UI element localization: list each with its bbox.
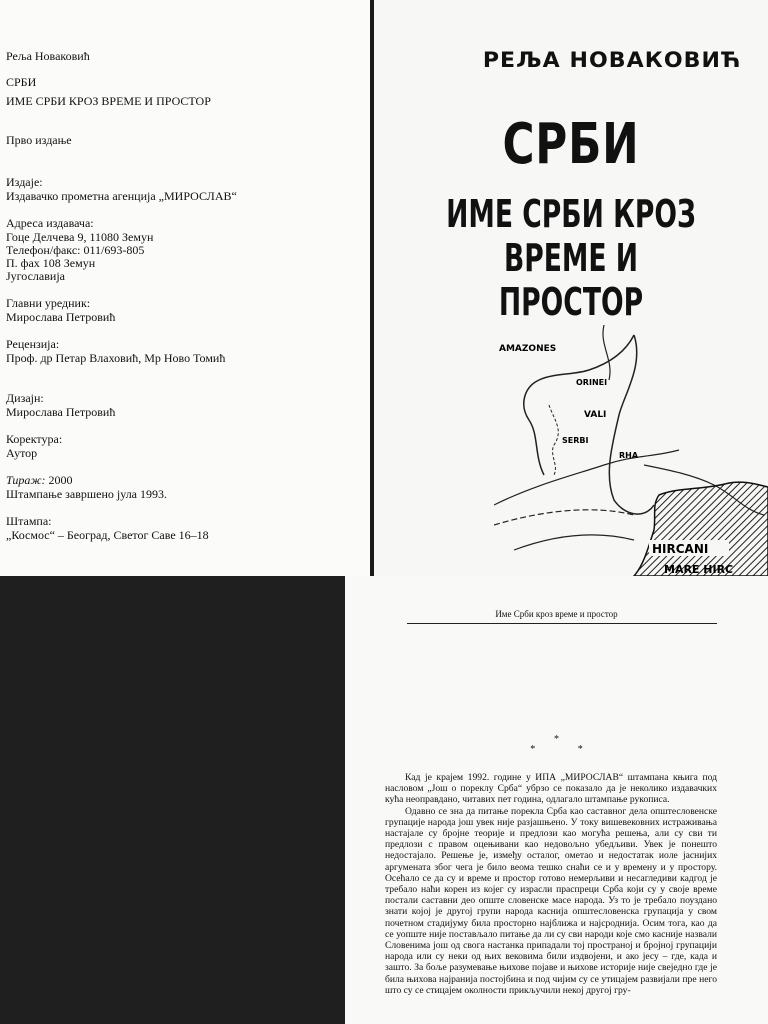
section-stars: * * (530, 744, 583, 755)
map-label-orinei: ORINEI (576, 378, 608, 387)
title-page (374, 0, 768, 576)
map-label-hircani: HIRCANI (652, 542, 709, 556)
proof: Аутор (6, 446, 38, 460)
title-page-title: СРБИ (502, 112, 640, 177)
imprint-title-line2: ИМЕ СРБИ КРОЗ ВРЕМЕ И ПРОСТОР (6, 94, 211, 108)
publisher-label: Издаје: (6, 175, 43, 189)
editor: Мирослава Петровић (6, 310, 116, 324)
publisher: Издавачко прометна агенција „МИРОСЛАВ“ (6, 189, 237, 203)
imprint-page (0, 0, 370, 576)
address-label: Адреса издавача: (6, 216, 94, 230)
map-label-mare: MARE HIRC (664, 563, 734, 576)
review: Проф. др Петар Влаховић, Мр Ново Томић (6, 351, 226, 365)
address-line: П. фах 108 Земун (6, 256, 96, 270)
review-label: Рецензија: (6, 337, 60, 351)
map-river (524, 335, 634, 475)
map-river (514, 535, 634, 550)
proof-label: Коректура: (6, 432, 63, 446)
paragraph: Кад је крајем 1992. године у ИПА „МИРОСЛАВ“ штампана књига под насловом „Још о пореклу Срба“ убрзо се показало да је неколико издавачких кућа неоправдано, читавих пет година, одлагало штампање рукописа. (385, 772, 717, 806)
paragraph: Одавно се зна да питање порекла Срба као саставног дела општесловенске групације народа још увек није разјашњено. У току вишевековних истраживања настајале су бројне теорије и предлози као могућа решења, али су сви ти предлози с правом оцењивани као недовољно убедљиви. Увек је понешто недостајало. Решење је, између осталог, ометао и недостатак иоле јаснијих аргумената због чега је било веома тешко снаћи се и у времену и у простору. Осећало се да су и време и простор готово немерљиви и несагледиви кадгод је требало наћи корен из којег су израсли праспреци Срба који су у своје време постали саставни део опште словенске масе народа. Уз то је требало поуздано знати којој је другој групи народа каснија општесловенска групација у свом почетном стадијуму била просторно најближа и најсроднија. Осим тога, као да се уопште није постављало питање да ли су сви народи које смо касније назвали Словенима још од свога настанка припадали тој пространој и бројној групацији народа или су неки од њих вековима били издвојени, и ако јесу – где, када и зашто. За боље разумевање њихове појаве и њихове историје није свеједно где је била њихова најранија постојбина и под чијим су се утицајем развијали пре него што су се стицајем околности прикључили некој другој гру- (385, 805, 717, 996)
map-border (494, 510, 634, 525)
imprint-author: Рељa Новаковић (6, 49, 90, 63)
title-page-subtitle-line1: ИМЕ СРБИ КРОЗ (446, 192, 696, 236)
printer: „Космос“ – Београд, Светог Саве 16–18 (6, 528, 209, 542)
address-line: Телефон/факс: 011/693-805 (6, 243, 145, 257)
text-page (345, 576, 768, 1024)
map-sea (634, 482, 768, 576)
map-label-vali: VALI (584, 410, 607, 420)
map-border (549, 405, 558, 475)
running-head: Име Срби кроз време и простор (495, 609, 618, 619)
address-line: Југославија (6, 269, 65, 283)
map-label-rha: RHA (619, 451, 639, 460)
section-stars: * (554, 734, 559, 745)
scan-background (0, 576, 345, 1024)
imprint-title-line1: СРБИ (6, 75, 37, 89)
print-run-line (6, 474, 73, 487)
title-page-author: РЕЉА НОВАКОВИЋ (482, 48, 742, 72)
print-run-label: Тираж: (6, 473, 46, 487)
historical-map (494, 325, 768, 576)
address-line: Гоце Делчева 9, 11080 Земун (6, 230, 154, 244)
map-river (609, 335, 654, 514)
print-run: 2000 (48, 473, 73, 487)
map-river (494, 450, 679, 505)
map-river (603, 325, 610, 380)
map-label-amazones: AMAZONES (499, 344, 557, 354)
editor-label: Главни уредник: (6, 296, 91, 310)
design: Мирослава Петровић (6, 405, 116, 419)
printer-label: Штампа: (6, 514, 52, 528)
design-label: Дизајн: (6, 391, 44, 405)
header-rule (407, 623, 717, 624)
title-page-subtitle-line2: ВРЕМЕ И ПРОСТОР (498, 236, 644, 324)
map-label-serbi: SERBI (562, 436, 589, 445)
body-text (385, 772, 717, 996)
printed-date: Штампање завршено јула 1993. (6, 487, 168, 501)
imprint-edition: Прво издање (6, 133, 72, 147)
